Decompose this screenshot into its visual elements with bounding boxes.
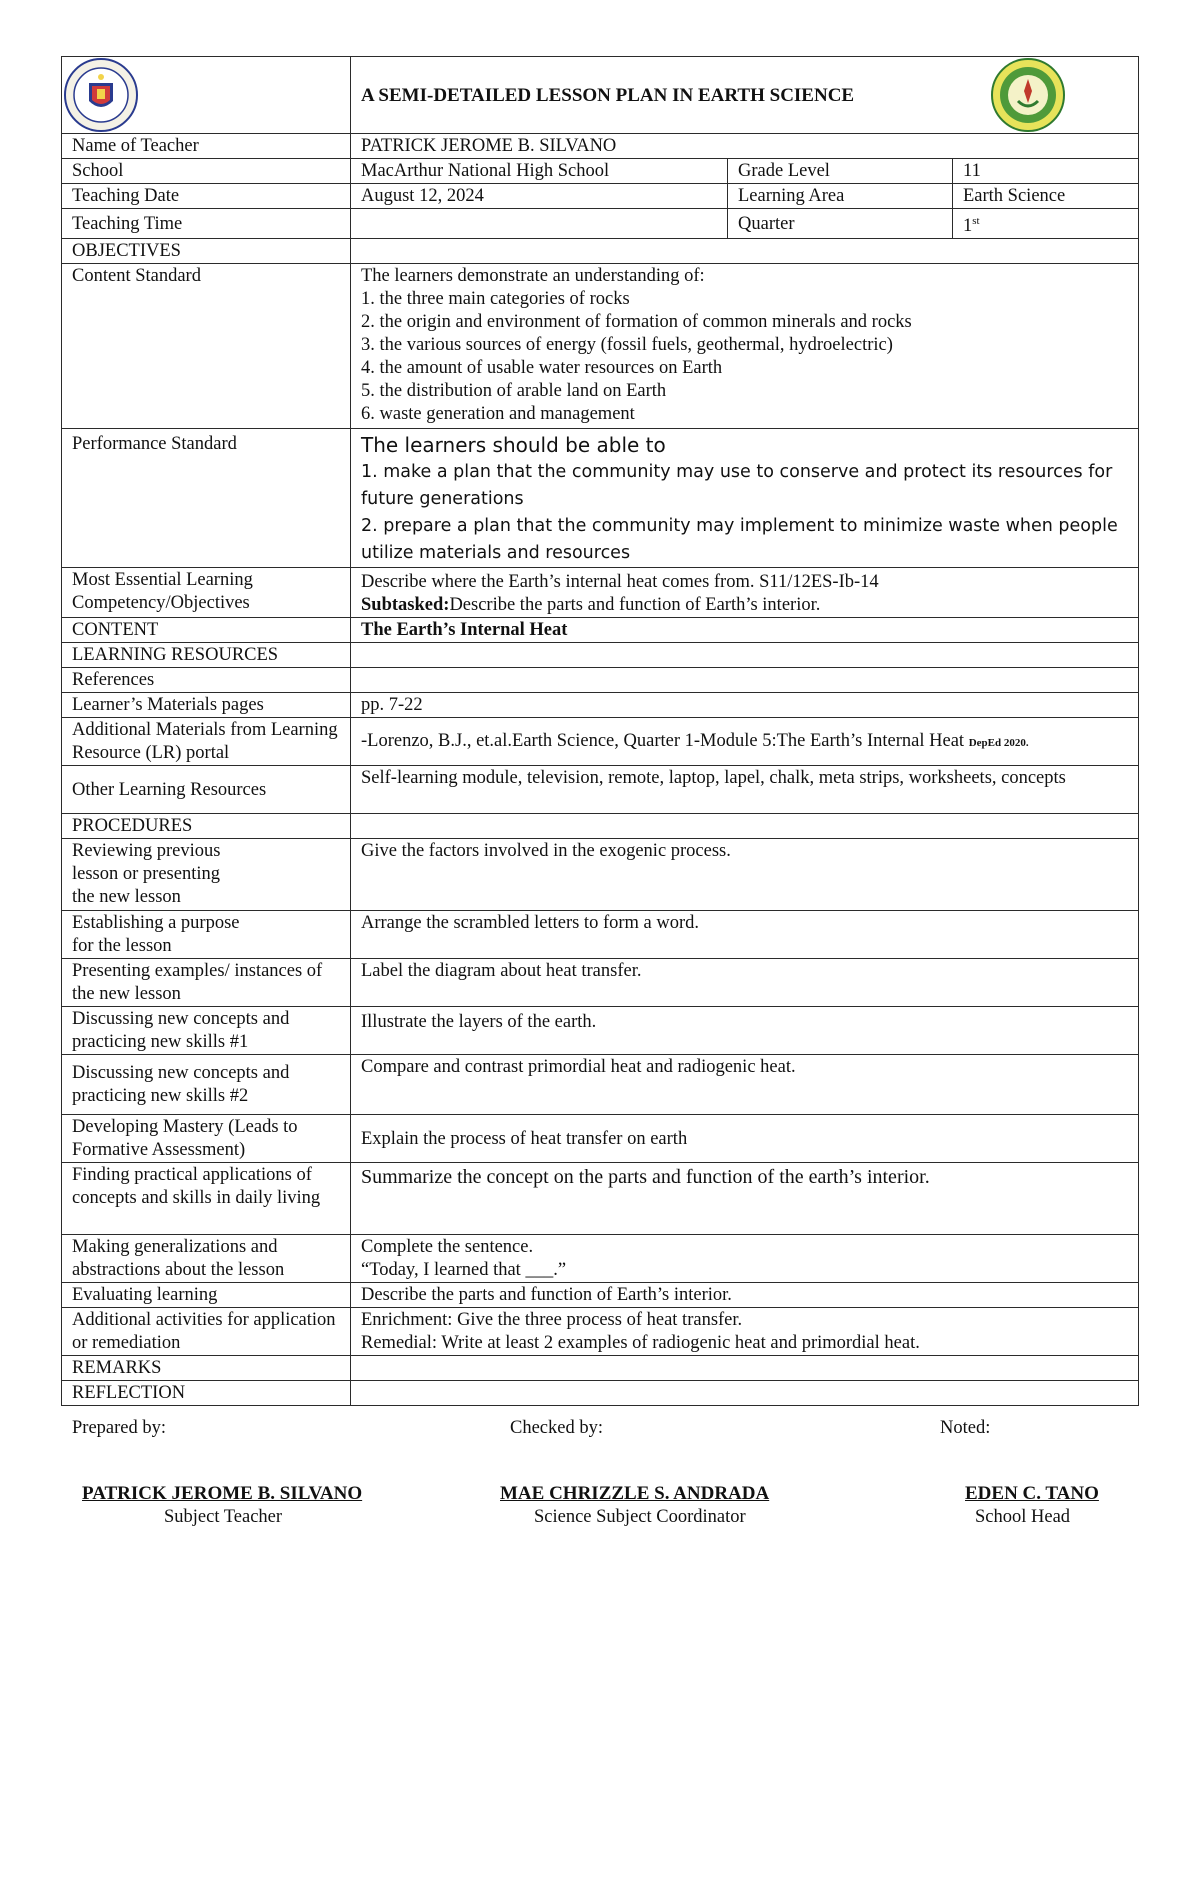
remarks-empty-cell — [351, 1356, 1139, 1381]
area-value: Earth Science — [953, 184, 1139, 209]
procedure-label: Developing Mastery (Leads to Formative Assessment) — [62, 1115, 351, 1163]
prepared-by-label: Prepared by: — [72, 1418, 167, 1438]
resources-heading: LEARNING RESOURCES — [62, 643, 351, 668]
procedure-label: Evaluating learning — [62, 1283, 351, 1308]
school-value: MacArthur National High School — [351, 159, 728, 184]
procedure-value: Label the diagram about heat transfer. — [351, 959, 1139, 1007]
objectives-heading: OBJECTIVES — [62, 239, 351, 264]
procedure-value: Arrange the scrambled letters to form a word. — [351, 911, 1139, 959]
procedure-value: Summarize the concept on the parts and function of the earth’s interior. — [351, 1163, 1139, 1235]
procedure-value: Give the factors involved in the exogenic process. — [351, 839, 1139, 911]
teacher-value: PATRICK JEROME B. SILVANO — [351, 134, 1139, 159]
procedure-value: Compare and contrast primordial heat and radiogenic heat. — [351, 1055, 1139, 1115]
content-standard-value: The learners demonstrate an understanding of: 1. the three main categories of rocks 2. the origin and environment of formation of common minerals and rocks 3. the various sources of energy (fossil fuels, geothermal, hydroelectric) 4. the amount of usable water resources on Earth 5. the distribution of arable land on Earth 6. waste generation and management — [351, 264, 1139, 429]
remarks-label: REMARKS — [62, 1356, 351, 1381]
noted-role: School Head — [975, 1507, 1071, 1527]
additional-materials-cell — [351, 718, 1139, 766]
procedure-label: Reviewing previous lesson or presenting the new lesson — [62, 839, 351, 911]
references-label: References — [62, 668, 351, 693]
reflection-empty-cell — [351, 1381, 1139, 1406]
area-label: Learning Area — [728, 184, 953, 209]
content-value: The Earth’s Internal Heat — [351, 618, 1139, 643]
other-resources-label: Other Learning Resources — [62, 766, 351, 814]
references-empty-cell — [351, 668, 1139, 693]
melc-value: Describe where the Earth’s internal heat comes from. S11/12ES-Ib-14 — [361, 572, 879, 593]
procedure-value: Illustrate the layers of the earth. — [351, 1007, 1139, 1055]
noted-label: Noted: — [940, 1418, 991, 1438]
checked-by-name: MAE CHRIZZLE S. ANDRADA — [500, 1483, 770, 1504]
procedure-value: Enrichment: Give the three process of heat transfer. Remedial: Write at least 2 examples of radiogenic heat and primordial heat. — [351, 1308, 1139, 1356]
school-label: School — [62, 159, 351, 184]
header-title-cell — [351, 57, 1139, 134]
melc-cell — [351, 568, 1139, 618]
prepared-by-role: Subject Teacher — [164, 1507, 283, 1527]
procedure-value: Explain the process of heat transfer on earth — [351, 1115, 1139, 1163]
prepared-by-name: PATRICK JEROME B. SILVANO — [82, 1483, 363, 1504]
subtasked-value: Describe the parts and function of Earth’s interior. — [449, 595, 821, 616]
performance-standard-cell — [351, 429, 1139, 568]
procedure-label: Discussing new concepts and practicing new skills #2 — [62, 1055, 351, 1115]
page-title: A SEMI-DETAILED LESSON PLAN IN EARTH SCIENCE — [361, 84, 855, 106]
header-logo-cell — [62, 57, 351, 134]
objectives-empty-cell — [351, 239, 1139, 264]
performance-standard-intro: The learners should be able to — [361, 433, 666, 458]
additional-materials-label: Additional Materials from Learning Resource (LR) portal — [62, 718, 351, 766]
reflection-label: REFLECTION — [62, 1381, 351, 1406]
content-label: CONTENT — [62, 618, 351, 643]
quarter-label: Quarter — [728, 209, 953, 239]
content-standard-label: Content Standard — [62, 264, 351, 429]
subtasked-label: Subtasked: — [361, 595, 450, 616]
quarter-value-cell — [953, 209, 1139, 239]
procedure-label: Making generalizations and abstractions about the lesson — [62, 1235, 351, 1283]
checked-by-role: Science Subject Coordinator — [534, 1507, 746, 1527]
lm-value: pp. 7-22 — [351, 693, 1139, 718]
checked-by-label: Checked by: — [510, 1418, 603, 1438]
noted-name: EDEN C. TANO — [965, 1483, 1099, 1504]
melc-label: Most Essential Learning Competency/Objectives — [62, 568, 351, 618]
procedure-value: Describe the parts and function of Earth’s interior. — [351, 1283, 1139, 1308]
procedure-label: Discussing new concepts and practicing new skills #1 — [62, 1007, 351, 1055]
deped-seal-logo — [63, 57, 139, 133]
procedure-value: Complete the sentence. “Today, I learned that ___.” — [351, 1235, 1139, 1283]
procedure-label: Additional activities for application or remediation — [62, 1308, 351, 1356]
additional-materials-value: -Lorenzo, B.J., et.al.Earth Science, Quarter 1-Module 5:The Earth’s Internal Heat — [361, 730, 965, 751]
procedure-label: Establishing a purpose for the lesson — [62, 911, 351, 959]
procedure-label: Presenting examples/ instances of the new lesson — [62, 959, 351, 1007]
performance-standard-items: 1. make a plan that the community may use to conserve and protect its resources for future generations 2. prepare a plan that the community may implement to minimize waste when people utilize materials and resources — [361, 462, 1118, 564]
school-seal-logo — [990, 57, 1066, 133]
teacher-label: Name of Teacher — [62, 134, 351, 159]
grade-value: 11 — [953, 159, 1139, 184]
date-value: August 12, 2024 — [351, 184, 728, 209]
additional-materials-small: DepEd 2020. — [968, 736, 1029, 749]
quarter-value: 1 — [963, 216, 973, 237]
subtasked-line — [361, 594, 1130, 617]
quarter-suffix: st — [972, 215, 980, 227]
procedures-heading: PROCEDURES — [62, 814, 351, 839]
time-value — [351, 209, 728, 239]
grade-label: Grade Level — [728, 159, 953, 184]
performance-standard-label: Performance Standard — [62, 429, 351, 568]
lesson-plan-table — [61, 56, 1139, 1406]
procedure-label: Finding practical applications of concepts and skills in daily living — [62, 1163, 351, 1235]
date-label: Teaching Date — [62, 184, 351, 209]
lm-label: Learner’s Materials pages — [62, 693, 351, 718]
procedures-empty-cell — [351, 814, 1139, 839]
resources-empty-cell — [351, 643, 1139, 668]
time-label: Teaching Time — [62, 209, 351, 239]
other-resources-value: Self-learning module, television, remote, laptop, lapel, chalk, meta strips, worksheets, concepts — [351, 766, 1139, 814]
